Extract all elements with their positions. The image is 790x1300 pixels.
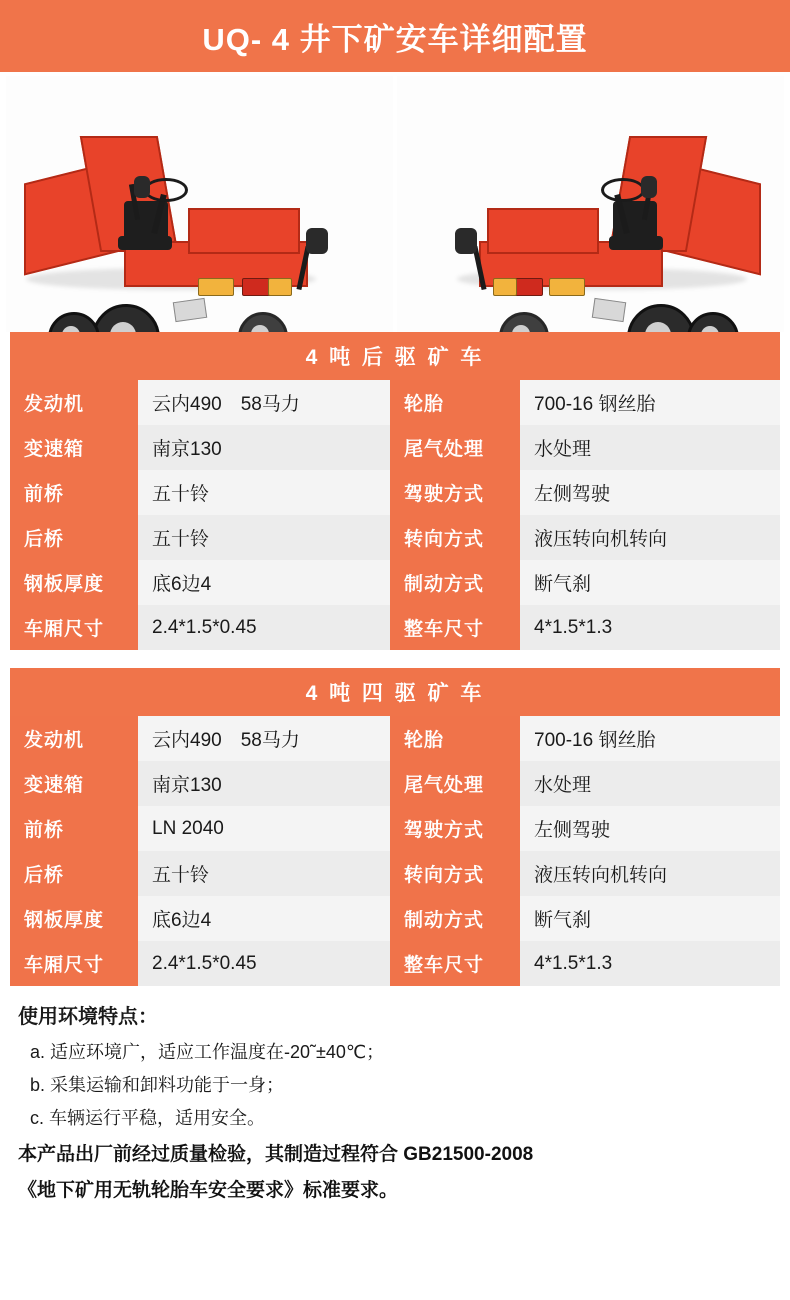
spec-value: 液压转向机转向 bbox=[520, 515, 780, 560]
spec-value: 4*1.5*1.3 bbox=[520, 941, 780, 986]
spec-rows bbox=[10, 716, 780, 986]
table-divider bbox=[0, 650, 790, 668]
spec-value: 南京130 bbox=[138, 425, 390, 470]
spec-value: 2.4*1.5*0.45 bbox=[138, 941, 390, 986]
spec-label: 制动方式 bbox=[390, 896, 520, 941]
spec-value: 水处理 bbox=[520, 761, 780, 806]
spec-label: 整车尺寸 bbox=[390, 605, 520, 650]
spec-label: 制动方式 bbox=[390, 560, 520, 605]
mine-truck-left-view bbox=[6, 76, 393, 332]
spec-label: 变速箱 bbox=[10, 425, 138, 470]
spec-label: 发动机 bbox=[10, 716, 138, 761]
spec-table-title: 4 吨 四 驱 矿 车 bbox=[10, 668, 780, 716]
spec-value: 左侧驾驶 bbox=[520, 806, 780, 851]
spec-value: 2.4*1.5*0.45 bbox=[138, 605, 390, 650]
spec-value: 左侧驾驶 bbox=[520, 470, 780, 515]
spec-label: 转向方式 bbox=[390, 851, 520, 896]
spec-label: 车厢尺寸 bbox=[10, 941, 138, 986]
spec-label: 轮胎 bbox=[390, 716, 520, 761]
spec-value: 云内490 58马力 bbox=[138, 380, 390, 425]
spec-label: 前桥 bbox=[10, 806, 138, 851]
spec-value: 云内490 58马力 bbox=[138, 716, 390, 761]
spec-value: 700-16 钢丝胎 bbox=[520, 380, 780, 425]
spec-label: 整车尺寸 bbox=[390, 941, 520, 986]
spec-value: 水处理 bbox=[520, 425, 780, 470]
spec-value: 南京130 bbox=[138, 761, 390, 806]
spec-label: 尾气处理 bbox=[390, 425, 520, 470]
page-header bbox=[0, 0, 790, 72]
spec-rows bbox=[10, 380, 780, 650]
note-item: c. 车辆运行平稳，适用安全。 bbox=[30, 1108, 266, 1128]
spec-value: 五十铃 bbox=[138, 470, 390, 515]
spec-label: 尾气处理 bbox=[390, 761, 520, 806]
spec-value: 4*1.5*1.3 bbox=[520, 605, 780, 650]
usage-notes bbox=[0, 986, 790, 1202]
spec-value: 五十铃 bbox=[138, 851, 390, 896]
spec-label: 后桥 bbox=[10, 515, 138, 560]
spec-label: 转向方式 bbox=[390, 515, 520, 560]
spec-value: 700-16 钢丝胎 bbox=[520, 716, 780, 761]
note-item: a. 适应环境广，适应工作温度在-20˜±40℃； bbox=[30, 1042, 385, 1062]
mine-truck-right-view bbox=[397, 76, 784, 332]
notes-title: 使用环境特点： bbox=[18, 1006, 158, 1028]
page-title: UQ- 4 井下矿安车详细配置 bbox=[202, 21, 588, 57]
standard-line: 《地下矿用无轨轮胎车安全要求》标准要求。 bbox=[18, 1180, 399, 1201]
spec-label: 后桥 bbox=[10, 851, 138, 896]
spec-value: 五十铃 bbox=[138, 515, 390, 560]
spec-label: 轮胎 bbox=[390, 380, 520, 425]
certification-line: 本产品出厂前经过质量检验，其制造过程符合 GB21500-2008 bbox=[18, 1144, 534, 1165]
spec-value: 底6边4 bbox=[138, 560, 390, 605]
note-item: b. 采集运输和卸料功能于一身； bbox=[30, 1075, 285, 1095]
spec-label: 钢板厚度 bbox=[10, 560, 138, 605]
spec-value: 断气刹 bbox=[520, 896, 780, 941]
spec-value: 液压转向机转向 bbox=[520, 851, 780, 896]
spec-value: 底6边4 bbox=[138, 896, 390, 941]
spec-label: 前桥 bbox=[10, 470, 138, 515]
spec-label: 发动机 bbox=[10, 380, 138, 425]
spec-table-rear-drive bbox=[0, 332, 790, 650]
spec-table-four-wheel-drive bbox=[0, 668, 790, 986]
product-photo-strip bbox=[0, 72, 790, 332]
spec-table-title: 4 吨 后 驱 矿 车 bbox=[10, 332, 780, 380]
spec-label: 驾驶方式 bbox=[390, 470, 520, 515]
spec-value: 断气刹 bbox=[520, 560, 780, 605]
spec-label: 驾驶方式 bbox=[390, 806, 520, 851]
spec-value: LN 2040 bbox=[138, 806, 390, 851]
spec-label: 变速箱 bbox=[10, 761, 138, 806]
spec-label: 车厢尺寸 bbox=[10, 605, 138, 650]
spec-label: 钢板厚度 bbox=[10, 896, 138, 941]
